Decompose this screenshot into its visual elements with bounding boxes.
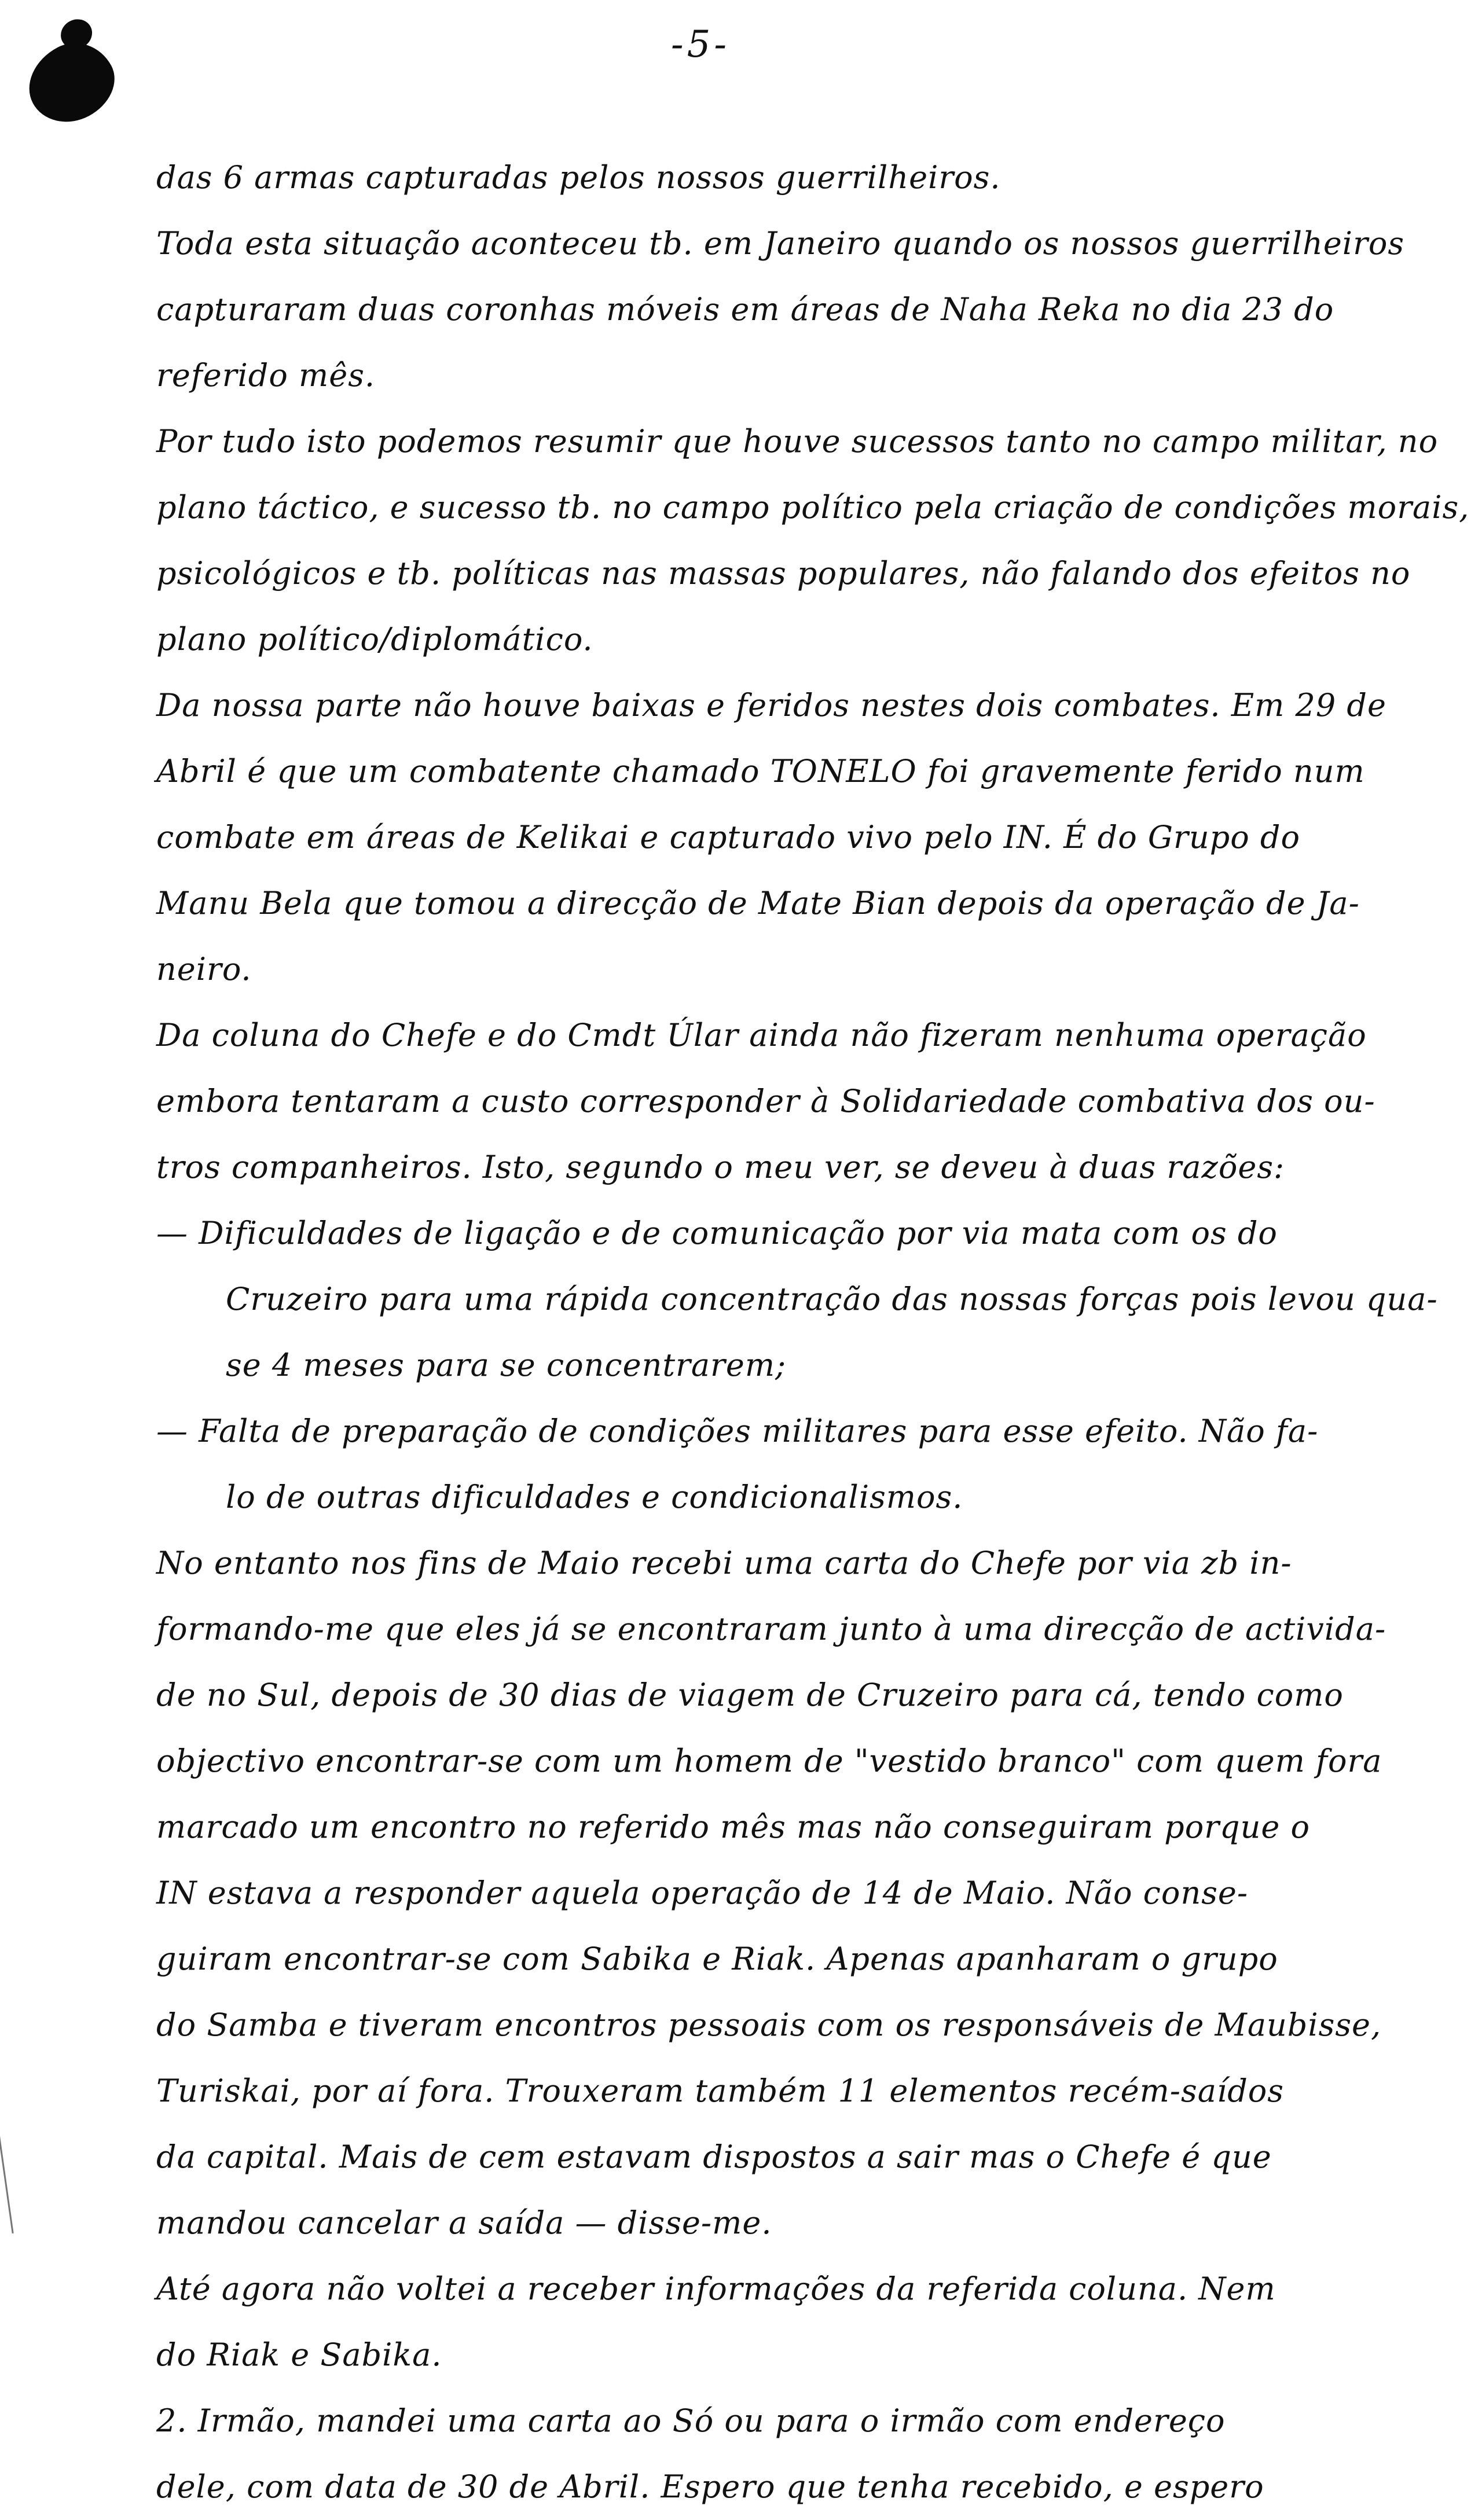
text-line: das 6 armas capturadas pelos nossos guerrilheiros. (156, 159, 1001, 196)
list-item: — Dificuldades de ligação e de comunicação por via mata com os do (156, 1215, 1278, 1251)
text-line: objectivo encontrar-se com um homem de "vestido branco" com quem fora (156, 1743, 1382, 1779)
text-line: plano político/diplomático. (156, 621, 593, 657)
text-line: referido mês. (156, 357, 376, 394)
text-line: marcado um encontro no referido mês mas não conseguiram porque o (156, 1809, 1311, 1845)
text-line: Manu Bela que tomou a direcção de Mate Bian depois da operação de Ja- (156, 885, 1360, 921)
list-item-continuation: Cruzeiro para uma rápida concentração das nossas forças pois levou qua- (226, 1281, 1438, 1317)
text-line: capturaram duas coronhas móveis em áreas de Naha Reka no dia 23 do (156, 291, 1334, 328)
text-line: No entanto nos fins de Maio recebi uma carta do Chefe por via zb in- (156, 1545, 1292, 1581)
text-line: Até agora não voltei a receber informações da referida coluna. Nem (156, 2271, 1276, 2307)
text-line: psicológicos e tb. políticas nas massas populares, não falando dos efeitos no (156, 555, 1411, 592)
text-line: combate em áreas de Kelikai e capturado vivo pelo IN. É do Grupo do (156, 819, 1300, 855)
text-line: do Riak e Sabika. (156, 2337, 442, 2373)
text-line: Por tudo isto podemos resumir que houve sucessos tanto no campo militar, no (156, 423, 1439, 460)
text-line: do Samba e tiveram encontros pessoais com os responsáveis de Maubisse, (156, 2007, 1382, 2043)
text-line: plano táctico, e sucesso tb. no campo político pela criação de condições morais, (156, 489, 1470, 526)
ink-blot (15, 29, 127, 136)
scan-edge-mark (0, 2096, 14, 2234)
page-number: -5- (671, 23, 730, 66)
text-line: formando-me que eles já se encontraram junto à uma direcção de activida- (156, 1611, 1386, 1647)
text-line: 2. Irmão, mandei uma carta ao Só ou para o irmão com endereço (156, 2403, 1226, 2439)
text-line: de no Sul, depois de 30 dias de viagem de Cruzeiro para cá, tendo como (156, 1677, 1344, 1713)
text-line: Da nossa parte não houve baixas e feridos nestes dois combates. Em 29 de (156, 687, 1386, 723)
text-line: Da coluna do Chefe e do Cmdt Úlar ainda não fizeram nenhuma operação (156, 1017, 1367, 1053)
text-line: guiram encontrar-se com Sabika e Riak. Apenas apanharam o grupo (156, 1941, 1278, 1977)
list-item-continuation: se 4 meses para se concentrarem; (226, 1347, 787, 1383)
text-line: Abril é que um combatente chamado TONELO foi gravemente ferido num (156, 753, 1365, 789)
text-line: Toda esta situação aconteceu tb. em Janeiro quando os nossos guerrilheiros (156, 225, 1405, 262)
text-line: dele, com data de 30 de Abril. Espero que tenha recebido, e espero (156, 2468, 1264, 2505)
list-item-continuation: lo de outras dificuldades e condicionalismos. (226, 1479, 963, 1515)
text-line: tros companheiros. Isto, segundo o meu ver, se deveu à duas razões: (156, 1149, 1285, 1185)
handwritten-text-body (156, 145, 1470, 2520)
text-line: Turiskai, por aí fora. Trouxeram também 11 elementos recém-saídos (156, 2073, 1285, 2109)
text-line: neiro. (156, 951, 252, 987)
text-line: da capital. Mais de cem estavam dispostos a sair mas o Chefe é que (156, 2139, 1272, 2175)
text-line: IN estava a responder aquela operação de 14 de Maio. Não conse- (156, 1875, 1249, 1911)
text-line: embora tentaram a custo corresponder à Solidariedade combativa dos ou- (156, 1083, 1375, 1119)
list-item: — Falta de preparação de condições militares para esse efeito. Não fa- (156, 1413, 1319, 1449)
text-line: mandou cancelar a saída — disse-me. (156, 2205, 772, 2241)
